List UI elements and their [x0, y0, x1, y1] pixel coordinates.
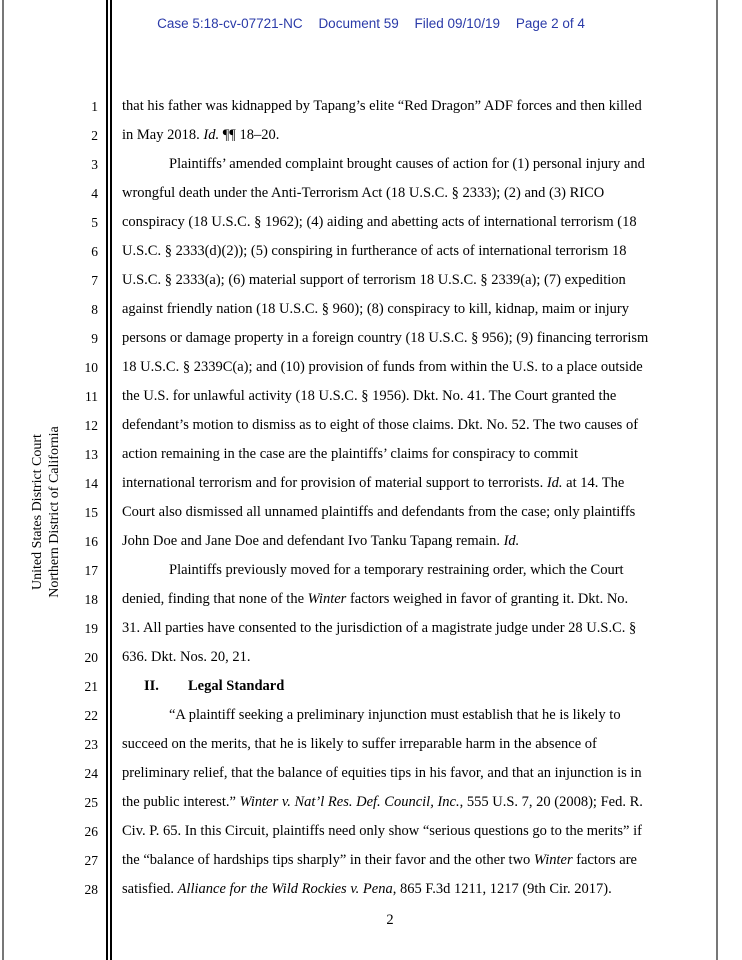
- text-line: wrongful death under the Anti-Terrorism Act (18 U.S.C. § 2333); (2) and (3) RICO: [122, 185, 605, 201]
- text-line: in May 2018. Id. ¶¶ 18–20.: [122, 127, 280, 143]
- text-line: conspiracy (18 U.S.C. § 1962); (4) aiding and abetting acts of international terrorism (18: [122, 214, 637, 230]
- line-number: 12: [84, 418, 98, 433]
- line-number: 20: [84, 650, 98, 665]
- document-body: [122, 92, 700, 904]
- left-margin-rule-outer: [106, 0, 108, 960]
- text-line: 18 U.S.C. § 2339C(a); and (10) provision of funds from within the U.S. to a place outside: [122, 359, 643, 375]
- line-number: 28: [84, 882, 98, 897]
- text-line: international terrorism and for provision of material support to terrorists. Id. at 14. The: [122, 475, 625, 491]
- line-number: 13: [84, 447, 98, 462]
- line-number: 5: [91, 215, 98, 230]
- text-line: Plaintiffs previously moved for a temporary restraining order, which the Court: [169, 562, 624, 578]
- line-number: 6: [91, 244, 98, 259]
- court-caption-line2: Northern District of California: [47, 426, 62, 598]
- line-number: 27: [84, 853, 98, 868]
- document-number: Document 59: [318, 16, 399, 31]
- line-number: 26: [84, 824, 98, 839]
- line-number: 17: [84, 563, 98, 578]
- line-number: 11: [85, 389, 98, 404]
- text-line: “A plaintiff seeking a preliminary injunction must establish that he is likely to: [169, 707, 621, 723]
- page-indicator: Page 2 of 4: [515, 16, 585, 31]
- line-number: 18: [84, 592, 98, 607]
- line-number: 8: [91, 302, 98, 317]
- text-line: preliminary relief, that the balance of equities tips in his favor, and that an injunction is in: [122, 765, 642, 781]
- filed-date: Filed 09/10/19: [414, 16, 501, 31]
- line-number: 4: [91, 186, 98, 201]
- page-edge-left: [2, 0, 4, 960]
- text-line: U.S.C. § 2333(a); (6) material support of terrorism 18 U.S.C. § 2339(a); (7) expedition: [122, 272, 626, 288]
- line-number: 16: [84, 534, 98, 549]
- page-edge-right: [716, 0, 718, 960]
- line-number: 10: [84, 360, 98, 375]
- line-number: 19: [84, 621, 98, 636]
- line-number: 9: [91, 331, 98, 346]
- text-line: succeed on the merits, that he is likely to suffer irreparable harm in the absence of: [122, 736, 597, 752]
- text-line: that his father was kidnapped by Tapang’s elite “Red Dragon” ADF forces and then killed: [122, 98, 642, 114]
- text-line: the U.S. for unlawful activity (18 U.S.C. § 1956). Dkt. No. 41. The Court granted the: [122, 388, 617, 404]
- text-line: John Doe and Jane Doe and defendant Ivo Tanku Tapang remain. Id.: [122, 533, 520, 549]
- text-line: U.S.C. § 2333(d)(2)); (5) conspiring in furtherance of acts of international terrorism 18: [122, 243, 627, 259]
- line-number: 2: [91, 128, 98, 143]
- text-line: 636. Dkt. Nos. 20, 21.: [122, 649, 251, 665]
- text-line: denied, finding that none of the Winter factors weighed in favor of granting it. Dkt. No.: [122, 591, 629, 607]
- text-line: 31. All parties have consented to the jurisdiction of a magistrate judge under 28 U.S.C. §: [122, 620, 637, 636]
- line-number: 24: [84, 766, 98, 781]
- left-margin-rule-inner: [110, 0, 112, 960]
- text-line: satisfied. Alliance for the Wild Rockies v. Pena, 865 F.3d 1211, 1217 (9th Cir. 2017).: [122, 881, 612, 897]
- line-number: 25: [84, 795, 98, 810]
- section-heading: II. Legal Standard: [144, 678, 285, 694]
- text-line: the public interest.” Winter v. Nat’l Res. Def. Council, Inc., 555 U.S. 7, 20 (2008); Fed. R.: [122, 794, 643, 810]
- line-number: 3: [91, 157, 98, 172]
- text-line: the “balance of hardships tips sharply” in their favor and the other two Winter factors are: [122, 852, 637, 868]
- text-line: against friendly nation (18 U.S.C. § 960); (8) conspiracy to kill, kidnap, maim or injury: [122, 301, 630, 317]
- line-number: 15: [84, 505, 98, 520]
- page-number: 2: [386, 912, 394, 928]
- line-number: 21: [84, 679, 98, 694]
- line-number: 14: [84, 476, 98, 491]
- case-number: Case 5:18-cv-07721-NC: [157, 16, 303, 31]
- text-line: Plaintiffs’ amended complaint brought causes of action for (1) personal injury and: [169, 156, 645, 172]
- text-line: defendant’s motion to dismiss as to eight of those claims. Dkt. No. 52. The two causes of: [122, 417, 639, 433]
- text-line: Civ. P. 65. In this Circuit, plaintiffs need only show “serious questions go to the merits” if: [122, 823, 642, 839]
- line-number: 22: [84, 708, 98, 723]
- line-number: 23: [84, 737, 98, 752]
- text-line: action remaining in the case are the plaintiffs’ claims for conspiracy to commit: [122, 446, 579, 462]
- line-number: 1: [91, 99, 98, 114]
- text-line: persons or damage property in a foreign country (18 U.S.C. § 956); (9) financing terrorism: [122, 330, 649, 346]
- line-number: 7: [91, 273, 98, 288]
- court-caption-line1: United States District Court: [30, 434, 45, 590]
- text-line: Court also dismissed all unnamed plaintiffs and defendants from the case; only plaintiffs: [122, 504, 636, 520]
